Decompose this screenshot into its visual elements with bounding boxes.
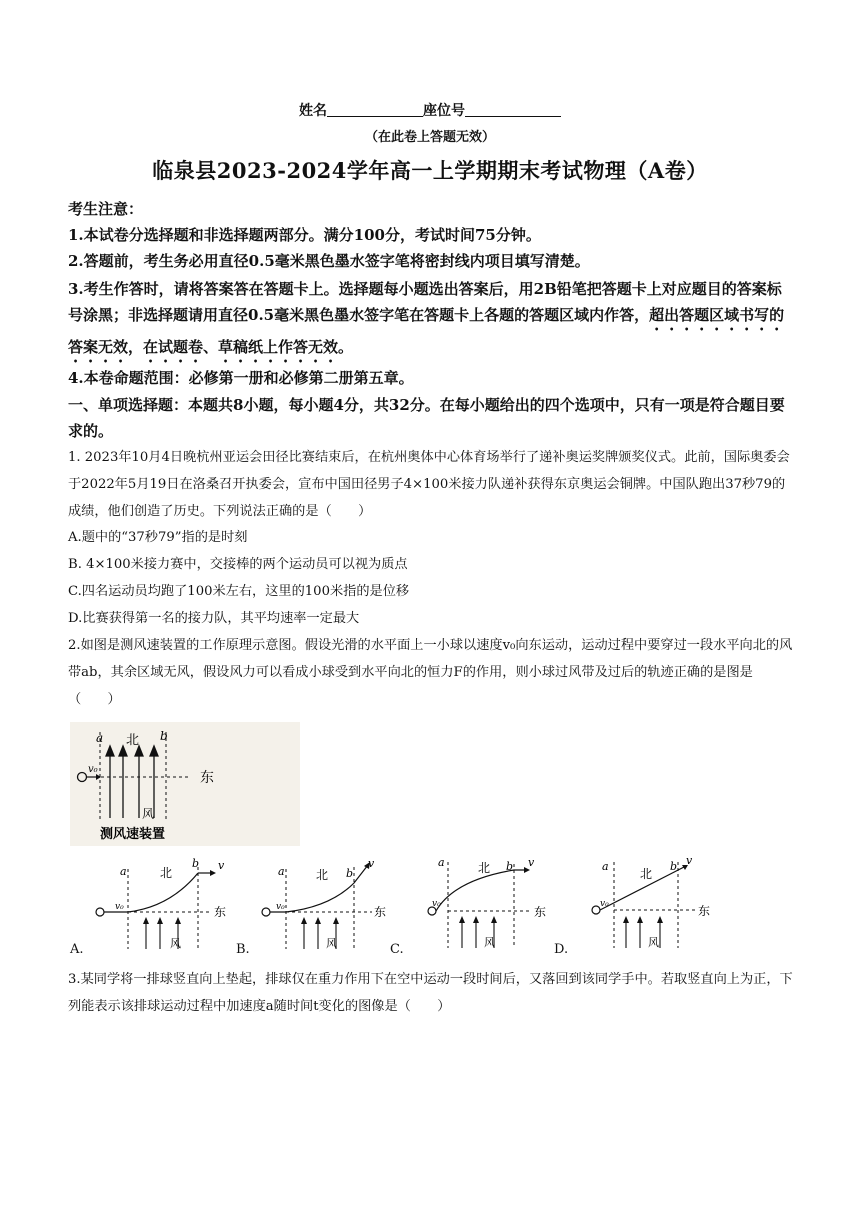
notice-item-3-text: 3.考生作答时，请将答案答在答题卡上。选择题每小题选出答案后，用2B铅笔把答题卡上对应题目的答案标号涂黑；非选择题请用直径0.5毫米黑色墨水签字笔在答题卡上各题的答题区域内作答，	[68, 280, 782, 324]
question-1-option-c: C.四名运动员均跑了100米左右，这里的100米指的是位移	[68, 584, 410, 599]
option-d-label[interactable]: D.	[554, 942, 569, 957]
svg-text:v: v	[686, 854, 693, 867]
svg-text:v₀: v₀	[432, 899, 441, 909]
option-c-figure	[424, 852, 574, 952]
svg-text:v₀: v₀	[115, 902, 124, 912]
svg-text:风: 风	[170, 937, 181, 950]
notice-item-3	[68, 276, 794, 366]
svg-text:b: b	[670, 860, 678, 873]
wind-device-figure	[70, 722, 300, 846]
label-wind: 风	[142, 807, 155, 821]
svg-text:北: 北	[160, 866, 173, 880]
notice-item-1: 1.本试卷分选择题和非选择题两部分。满分100分，考试时间75分钟。	[68, 226, 541, 244]
svg-text:b: b	[506, 860, 514, 873]
svg-text:a: a	[438, 856, 445, 869]
label-east: 东	[200, 770, 214, 786]
svg-text:a: a	[278, 865, 285, 878]
name-seat-line	[0, 100, 860, 120]
notice-item-2: 2.答题前，考生务必用直径0.5毫米黑色墨水签字笔将密封线内项目填写清楚。	[68, 252, 590, 270]
figure-caption: 测风速装置	[100, 827, 166, 842]
svg-text:东: 东	[374, 905, 387, 919]
svg-text:v₀: v₀	[600, 899, 609, 909]
seat-blank[interactable]	[465, 104, 561, 117]
seat-label: 座位号	[423, 103, 465, 119]
label-b: b	[160, 729, 168, 743]
page-title: 临泉县2023-2024学年高一上学期期末考试物理（A卷）	[152, 158, 708, 183]
svg-text:v₀: v₀	[276, 902, 285, 912]
svg-text:北: 北	[316, 868, 329, 882]
label-a: a	[96, 731, 104, 745]
svg-text:北: 北	[640, 867, 653, 881]
question-1-option-d: D.比赛获得第一名的接力队，其平均速率一定最大	[68, 611, 360, 626]
name-label: 姓名	[299, 103, 327, 119]
notice-heading: 考生注意：	[68, 200, 144, 218]
name-blank[interactable]	[327, 104, 423, 117]
section-1-heading: 一、单项选择题：本题共8小题，每小题4分，共32分。在每小题给出的四个选项中，只有一项是符合题目要求的。	[68, 396, 785, 440]
svg-text:a: a	[602, 860, 609, 873]
notice-item-3-emphasis-2: 在试题卷、草稿纸上作答无效	[143, 338, 339, 356]
notice-item-3-end: 。	[338, 338, 354, 356]
invalid-note: （在此卷上答题无效）	[364, 130, 495, 145]
svg-text:b: b	[346, 867, 354, 880]
svg-text:v: v	[368, 857, 375, 870]
svg-text:东: 东	[214, 905, 227, 919]
notice-item-3-comma: ，	[128, 338, 144, 356]
question-2-stem: 2.如图是测风速装置的工作原理示意图。假设光滑的水平面上一小球以速度v₀向东运动，运动过程中要穿过一段水平向北的风带ab，其余区域无风，假设风力可以看成小球受到水平向北的恒力F的作用，则小球过风带及过后的轨迹正确的是图是（ ）	[68, 638, 793, 707]
label-v0: v₀	[88, 764, 98, 775]
option-b-label[interactable]: B.	[236, 942, 250, 957]
option-d-figure	[590, 852, 740, 952]
svg-text:v: v	[218, 859, 225, 872]
svg-text:北: 北	[478, 861, 491, 875]
question-3-stem: 3.某同学将一排球竖直向上垫起，排球仅在重力作用下在空中运动一段时间后，又落回到该同学手中。若取竖直向上为正，下列能表示该排球运动过程中加速度a随时间t变化的图像是（ ）	[68, 972, 793, 1014]
question-1-stem: 1. 2023年10月4日晚杭州亚运会田径比赛结束后，在杭州奥体中心体育场举行了递补奥运奖牌颁奖仪式。此前，国际奥委会于2022年5月19日在洛桑召开执委会，宣布中国田径男子4×100米接力队递补获得东京奥运会铜牌。中国队跑出37秒79的成绩，他们创造了历史。下列说法正确的是（ ）	[68, 450, 790, 519]
svg-text:风: 风	[326, 937, 337, 950]
notice-item-4: 4.本卷命题范围：必修第一册和必修第二册第五章。	[68, 369, 414, 387]
svg-text:a: a	[120, 865, 127, 878]
option-a-figure	[90, 855, 240, 953]
svg-text:风: 风	[484, 936, 495, 949]
label-north: 北	[126, 733, 140, 748]
option-c-label[interactable]: C.	[390, 942, 404, 957]
notice-item-3-emphasis-1: 超出答题区域书写的答案无效	[68, 306, 785, 356]
question-1-option-a: A.题中的“37秒79”指的是时刻	[68, 530, 248, 545]
svg-text:v: v	[528, 856, 535, 869]
option-a-label[interactable]: A.	[70, 942, 84, 957]
svg-text:东: 东	[698, 904, 711, 918]
svg-text:b: b	[192, 857, 200, 870]
svg-text:风: 风	[648, 936, 659, 949]
option-b-figure	[258, 855, 408, 953]
question-1-option-b: B. 4×100米接力赛中，交接棒的两个运动员可以视为质点	[68, 557, 408, 572]
svg-text:东: 东	[534, 905, 547, 919]
